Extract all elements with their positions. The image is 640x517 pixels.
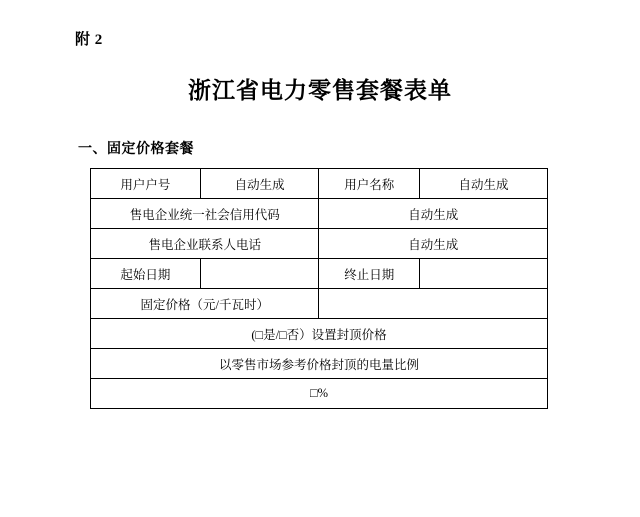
- table-row: [91, 379, 548, 409]
- cell-credit-code-label: 售电企业统一社会信用代码: [91, 199, 319, 229]
- table-row: [91, 319, 548, 349]
- cell-cap-volume-ratio-value[interactable]: □%: [91, 379, 548, 409]
- section-heading: 一、固定价格套餐: [78, 142, 194, 157]
- cell-contact-phone-value[interactable]: 自动生成: [319, 229, 548, 259]
- retail-package-form-table: [90, 168, 548, 409]
- cell-end-date-label: 终止日期: [319, 259, 420, 289]
- page-title: 浙江省电力零售套餐表单: [188, 78, 452, 103]
- cell-cap-volume-ratio-label: 以零售市场参考价格封顶的电量比例: [91, 349, 548, 379]
- cell-fixed-price-value[interactable]: [319, 289, 548, 319]
- table-row: [91, 349, 548, 379]
- cell-contact-phone-label: 售电企业联系人电话: [91, 229, 319, 259]
- cell-fixed-price-label: 固定价格（元/千瓦时）: [91, 289, 319, 319]
- table-row: [91, 169, 548, 199]
- table-row: [91, 289, 548, 319]
- cell-user-name-value[interactable]: 自动生成: [420, 169, 548, 199]
- cell-credit-code-value[interactable]: 自动生成: [319, 199, 548, 229]
- cell-start-date-label: 起始日期: [91, 259, 201, 289]
- cell-user-number-label: 用户户号: [91, 169, 201, 199]
- table-row: [91, 259, 548, 289]
- cell-user-name-label: 用户名称: [319, 169, 420, 199]
- cell-start-date-value[interactable]: [200, 259, 319, 289]
- cell-user-number-value[interactable]: 自动生成: [200, 169, 319, 199]
- table-row: [91, 199, 548, 229]
- attachment-label: 附 2: [75, 32, 103, 48]
- cell-end-date-value[interactable]: [420, 259, 548, 289]
- cell-cap-price-option[interactable]: (□是/□否）设置封顶价格: [91, 319, 548, 349]
- table-row: [91, 229, 548, 259]
